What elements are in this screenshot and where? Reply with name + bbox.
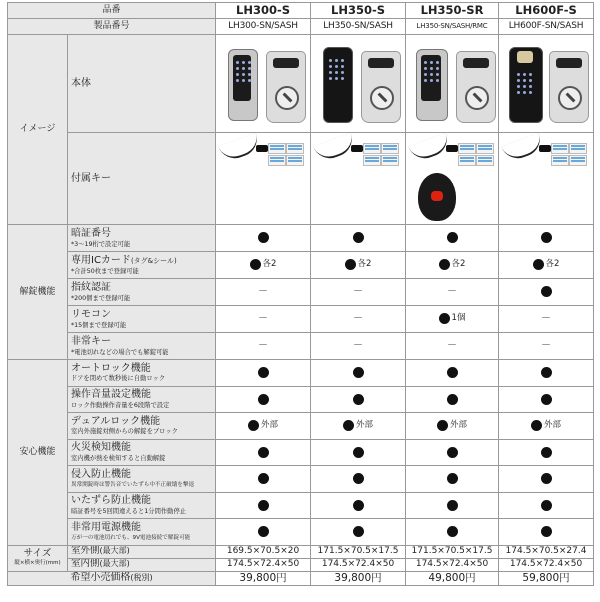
feature-value-text: 各2 [262,258,277,269]
key-image-row [8,133,594,225]
accessory-image [406,133,499,225]
available-dot-icon [353,394,364,405]
feature-note: 万が一の電池切れでも、9V電池接続で解錠可能 [71,534,191,541]
available-dot-icon [447,447,458,458]
feature-value [406,252,499,279]
section-label: 解錠機能 [8,225,68,360]
feature-value [499,466,594,493]
feature-label [68,466,216,493]
feature-name: 指紋認証 [71,282,111,294]
model-code: LH600F-SN/SASH [499,19,594,35]
model-name: LH350-SR [406,3,499,19]
feature-name: 非常用電源機能 [71,522,141,534]
door-lock-icon [412,43,496,123]
size-value: 174.5×72.4×50 [311,558,406,571]
feature-value-text: － [353,286,364,298]
col-label: 品番 [8,3,216,19]
feature-note: *3～19桁で設定可能 [71,240,131,248]
feature-note: *15個まで登録可能 [71,321,127,329]
feature-value [499,360,594,387]
feature-label [68,279,216,306]
feature-value [406,360,499,387]
model-code: LH350-SN/SASH [311,19,406,35]
feature-row [8,492,594,519]
feature-note: *合計50枚まで登録可能 [71,267,139,275]
feature-label [68,386,216,413]
spec-table [7,2,594,586]
feature-value-text: － [541,313,552,325]
available-dot-icon [533,259,544,270]
size-value: 174.5×72.4×50 [216,558,311,571]
price-row [8,571,594,585]
feature-value [499,306,594,333]
model-name: LH350-S [311,3,406,19]
feature-value-text: － [541,340,552,352]
feature-name: 暗証番号 [71,228,111,240]
feature-value-text: － [353,340,364,352]
feature-row [8,439,594,466]
feature-value [216,386,311,413]
available-dot-icon [541,500,552,511]
feature-note: 室内外施錠対侧からの解錠をブロック [71,428,178,436]
price-label: 希望小売価格(税別) [8,571,216,585]
feature-value [406,519,499,546]
feature-value [311,306,406,333]
price-value: 59,800円 [499,571,594,585]
feature-value [216,225,311,252]
model-name: LH600F-S [499,3,594,19]
feature-value-text: 各2 [545,258,560,269]
feature-name: デュアルロック機能 [71,415,161,427]
feature-value [311,333,406,360]
model-code: LH300-SN/SASH [216,19,311,35]
feature-value [311,466,406,493]
model-name: LH300-S [216,3,311,19]
feature-value [216,492,311,519]
available-dot-icon [353,526,364,537]
door-lock-icon [222,43,306,123]
feature-note: *200個まで登録可能 [71,294,131,302]
feature-value [499,519,594,546]
feature-label [68,225,216,252]
feature-value-text: 外部 [450,419,468,430]
available-dot-icon [258,447,269,458]
available-dot-icon [353,500,364,511]
section-label: 安心機能 [8,360,68,546]
feature-note: *電池切れなどの場合でも解錠可能 [71,348,169,356]
feature-note: 異常開錠時は警告音でいたずら中不正破壊を撃退 [71,481,195,488]
available-dot-icon [353,447,364,458]
feature-value [499,439,594,466]
available-dot-icon [258,367,269,378]
available-dot-icon [258,394,269,405]
feature-row [8,386,594,413]
feature-value [406,466,499,493]
feature-name: いたずら防止機能 [71,495,151,507]
feature-name: 火災検知機能 [71,442,131,454]
product-image [406,35,499,133]
remote-fob-icon [418,173,456,221]
feature-label [68,306,216,333]
feature-value-text: － [258,313,269,325]
card-key-icon [220,137,310,225]
feature-value [216,360,311,387]
available-dot-icon [258,232,269,243]
feature-value [406,279,499,306]
model-code-row [8,19,594,35]
feature-row [8,413,594,440]
body-label: 本体 [68,35,216,133]
feature-value-text: 各2 [357,258,372,269]
feature-value-text: 外部 [544,419,562,430]
feature-row [8,519,594,546]
available-dot-icon [447,500,458,511]
feature-name: 専用ICカード(タグ&シール) [71,255,177,267]
available-dot-icon [353,473,364,484]
feature-label [68,413,216,440]
feature-value-text: 外部 [261,419,279,430]
door-lock-icon [505,43,589,123]
door-lock-icon [317,43,401,123]
feature-value [499,225,594,252]
feature-value [406,225,499,252]
accessory-image [499,133,594,225]
feature-label [68,492,216,519]
feature-value-text: 各2 [451,258,466,269]
feature-note: 室内機が熱を検知すると自動解錠 [71,454,166,462]
feature-value [406,492,499,519]
size-value: 169.5×70.5×20 [216,545,311,558]
available-dot-icon [258,500,269,511]
feature-name: 非常キー [71,336,111,348]
available-dot-icon [345,259,356,270]
feature-value [499,413,594,440]
card-key-icon [410,137,499,225]
feature-value [311,413,406,440]
feature-note: ロック作動操作音量を6段階で設定 [71,401,170,409]
feature-note: ドアを閉めて数秒後に自動ロック [71,375,166,383]
model-code: LH350-SN/SASH/RMC [406,19,499,35]
body-image-row [8,35,594,133]
size-row [8,545,594,558]
feature-value [216,279,311,306]
feature-value [216,413,311,440]
feature-value [311,225,406,252]
feature-value [499,386,594,413]
available-dot-icon [541,286,552,297]
available-dot-icon [258,473,269,484]
available-dot-icon [447,473,458,484]
feature-row [8,252,594,279]
image-section-label: イメージ [8,35,68,225]
feature-name: リモコン [71,309,111,321]
feature-row [8,306,594,333]
feature-value [311,386,406,413]
price-value: 49,800円 [406,571,499,585]
feature-value [216,333,311,360]
feature-label [68,439,216,466]
size-side-label: 室外側(最大部) [68,545,216,558]
feature-value [499,333,594,360]
feature-value-text: 外部 [356,419,374,430]
accessory-image [216,133,311,225]
available-dot-icon [541,526,552,537]
feature-value-text: 1個 [451,312,466,323]
feature-value [406,306,499,333]
feature-row [8,225,594,252]
size-value: 174.5×72.4×50 [406,558,499,571]
feature-value [406,333,499,360]
feature-label [68,333,216,360]
available-dot-icon [541,473,552,484]
size-label: サイズ 縦×横×奥行(mm) [8,545,68,571]
key-label: 付属キー [68,133,216,225]
feature-label [68,519,216,546]
feature-row [8,466,594,493]
feature-name: 侵入防止機能 [71,469,131,481]
available-dot-icon [531,420,542,431]
size-row [8,558,594,571]
available-dot-icon [353,232,364,243]
available-dot-icon [353,367,364,378]
feature-value-text: － [447,340,458,352]
feature-value-text: － [258,286,269,298]
feature-row [8,279,594,306]
available-dot-icon [343,420,354,431]
feature-value [311,252,406,279]
feature-value [406,439,499,466]
price-value: 39,800円 [311,571,406,585]
feature-value [406,413,499,440]
available-dot-icon [439,313,450,324]
available-dot-icon [439,259,450,270]
available-dot-icon [248,420,259,431]
feature-value [216,439,311,466]
feature-name: 操作音量設定機能 [71,389,151,401]
product-image [311,35,406,133]
code-label: 製品番号 [8,19,216,35]
card-key-icon [315,137,405,225]
feature-value-text: － [353,313,364,325]
feature-label [68,252,216,279]
feature-value [311,492,406,519]
available-dot-icon [447,367,458,378]
feature-row [8,333,594,360]
available-dot-icon [437,420,448,431]
accessory-image [311,133,406,225]
card-key-icon [503,137,593,225]
available-dot-icon [447,526,458,537]
product-image [216,35,311,133]
feature-value [311,360,406,387]
feature-value [311,439,406,466]
feature-label [68,360,216,387]
product-image [499,35,594,133]
feature-value [216,306,311,333]
available-dot-icon [447,394,458,405]
feature-value [216,519,311,546]
feature-value-text: － [258,340,269,352]
size-value: 171.5×70.5×17.5 [406,545,499,558]
available-dot-icon [258,526,269,537]
available-dot-icon [541,232,552,243]
available-dot-icon [541,447,552,458]
available-dot-icon [447,232,458,243]
feature-value [311,519,406,546]
feature-value [216,466,311,493]
feature-value-text: － [447,286,458,298]
size-value: 171.5×70.5×17.5 [311,545,406,558]
feature-value [216,252,311,279]
feature-name: オートロック機能 [71,362,151,374]
price-value: 39,800円 [216,571,311,585]
feature-value [499,492,594,519]
feature-value [499,279,594,306]
feature-value [311,279,406,306]
available-dot-icon [541,367,552,378]
available-dot-icon [250,259,261,270]
feature-value [499,252,594,279]
size-value: 174.5×70.5×27.4 [499,545,594,558]
feature-row [8,360,594,387]
feature-note: 暗証番号を5回間違えると1分間作動停止 [71,507,187,515]
model-name-row [8,3,594,19]
size-value: 174.5×72.4×50 [499,558,594,571]
available-dot-icon [541,394,552,405]
size-side-label: 室内側(最大部) [68,558,216,571]
feature-value [406,386,499,413]
